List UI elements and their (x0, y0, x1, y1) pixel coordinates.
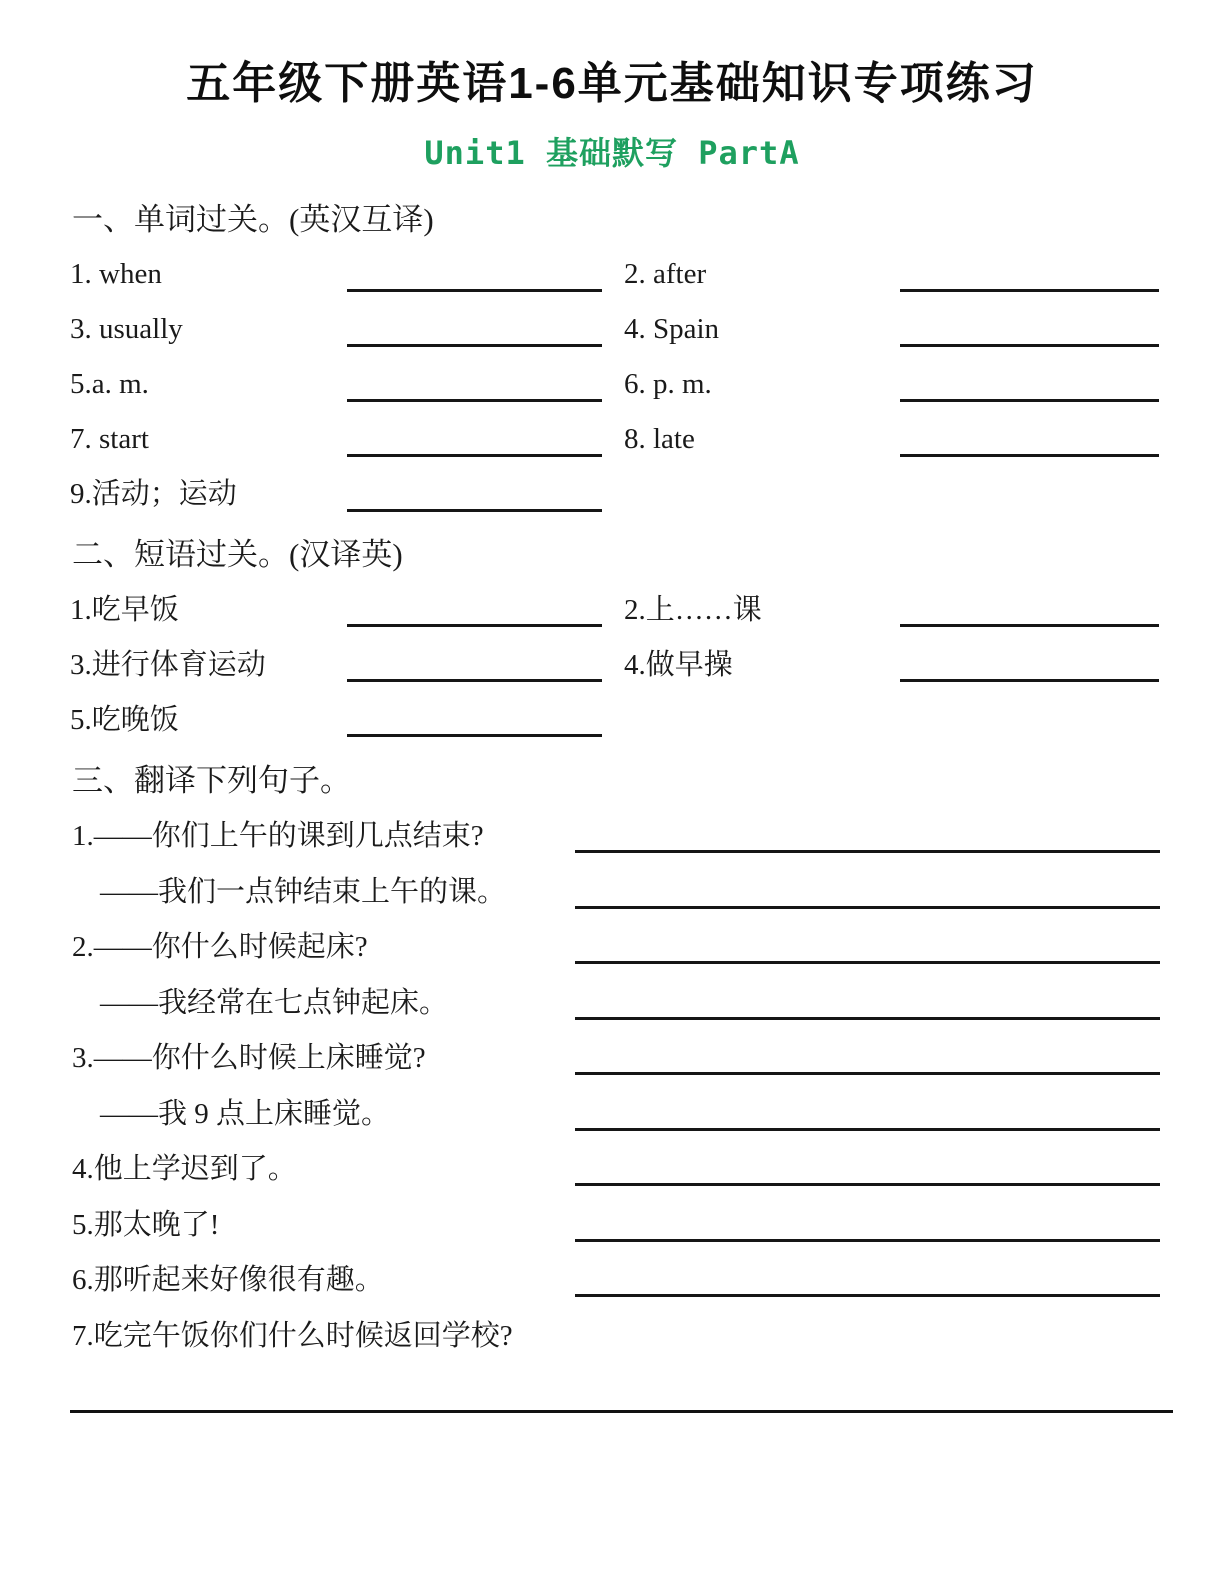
sentence-rows (72, 798, 1224, 1353)
word-row (70, 572, 1224, 627)
sentence-row (72, 964, 1224, 1020)
sentence-row (72, 853, 1224, 909)
answer-blank (347, 289, 602, 292)
sentence-row (72, 1297, 1224, 1353)
answer-blank (347, 509, 602, 512)
item-label: 7. start (70, 423, 149, 456)
item-label: 4. Spain (624, 313, 720, 346)
item-label: 1. when (70, 258, 162, 291)
sentence-text: 1.——你们上午的课到几点结束? (72, 820, 484, 853)
item-label: 1.吃早饭 (70, 593, 179, 626)
sentence-text: 2.——你什么时候起床? (72, 931, 368, 964)
item-label: 6. p. m. (624, 368, 712, 401)
phrase-rows (70, 572, 1224, 737)
sentence-row (72, 1131, 1224, 1187)
answer-blank (575, 1294, 1160, 1297)
sentence-row (72, 1020, 1224, 1076)
sentence-text: ——我经常在七点钟起床。 (100, 986, 449, 1019)
answer-blank (575, 1128, 1160, 1131)
sentence-text: 7.吃完午饭你们什么时候返回学校? (72, 1319, 513, 1352)
sentence-row (72, 1075, 1224, 1131)
answer-blank (575, 906, 1160, 909)
answer-blank (900, 679, 1159, 682)
sentence-text: ——我们一点钟结束上午的课。 (100, 875, 507, 908)
sentence-row (72, 909, 1224, 965)
answer-blank (347, 624, 602, 627)
section-phrases (0, 538, 1224, 737)
answer-blank (347, 399, 602, 402)
section-translation (0, 764, 1224, 1353)
answer-blank (900, 454, 1159, 457)
answer-blank (575, 961, 1160, 964)
sentence-row (72, 1186, 1224, 1242)
word-rows (70, 237, 1224, 512)
page-title: 五年级下册英语1-6单元基础知识专项练习 (186, 59, 1038, 108)
answer-blank (575, 1072, 1160, 1075)
item-label: 5.吃晚饭 (70, 703, 179, 736)
answer-blank (575, 850, 1160, 853)
word-row (70, 682, 1224, 737)
sentence-text: 5.那太晚了! (72, 1208, 220, 1241)
item-label: 4.做早操 (624, 648, 733, 681)
answer-blank (347, 734, 602, 737)
section-words (0, 203, 1224, 512)
sentence-row (72, 1242, 1224, 1298)
answer-blank (575, 1239, 1160, 1242)
sentence-text: 3.——你什么时候上床睡觉? (72, 1042, 426, 1075)
word-row (70, 627, 1224, 682)
answer-blank (575, 1017, 1160, 1020)
item-label: 5.a. m. (70, 368, 149, 401)
answer-blank (575, 1183, 1160, 1186)
item-label: 8. late (624, 423, 695, 456)
sentence-text: 6.那听起来好像很有趣。 (72, 1264, 384, 1297)
word-row (70, 402, 1224, 457)
sentence-text: ——我 9 点上床睡觉。 (100, 1097, 391, 1130)
item-label: 3.进行体育运动 (70, 648, 266, 681)
answer-blank (900, 624, 1159, 627)
sentence-text: 4.他上学迟到了。 (72, 1153, 297, 1186)
answer-blank (347, 454, 602, 457)
word-row (70, 237, 1224, 292)
item-label: 2. after (624, 258, 707, 291)
item-label: 2.上……课 (624, 593, 762, 626)
answer-blank (347, 344, 602, 347)
section-heading: 三、翻译下列句子。 (72, 762, 351, 798)
item-label: 9.活动；运动 (70, 478, 237, 511)
unit-subtitle: Unit1 基础默写 PartA (424, 134, 800, 172)
section-heading: 二、短语过关。(汉译英) (72, 536, 403, 572)
word-row (70, 457, 1224, 512)
item-label: 3. usually (70, 313, 183, 346)
answer-blank (347, 679, 602, 682)
section-heading: 一、单词过关。(英汉互译) (72, 201, 434, 237)
answer-blank (900, 344, 1159, 347)
word-row (70, 347, 1224, 402)
answer-blank (900, 289, 1159, 292)
word-row (70, 292, 1224, 347)
answer-line-bottom (70, 1410, 1173, 1413)
sentence-row (72, 798, 1224, 854)
answer-blank (900, 399, 1159, 402)
